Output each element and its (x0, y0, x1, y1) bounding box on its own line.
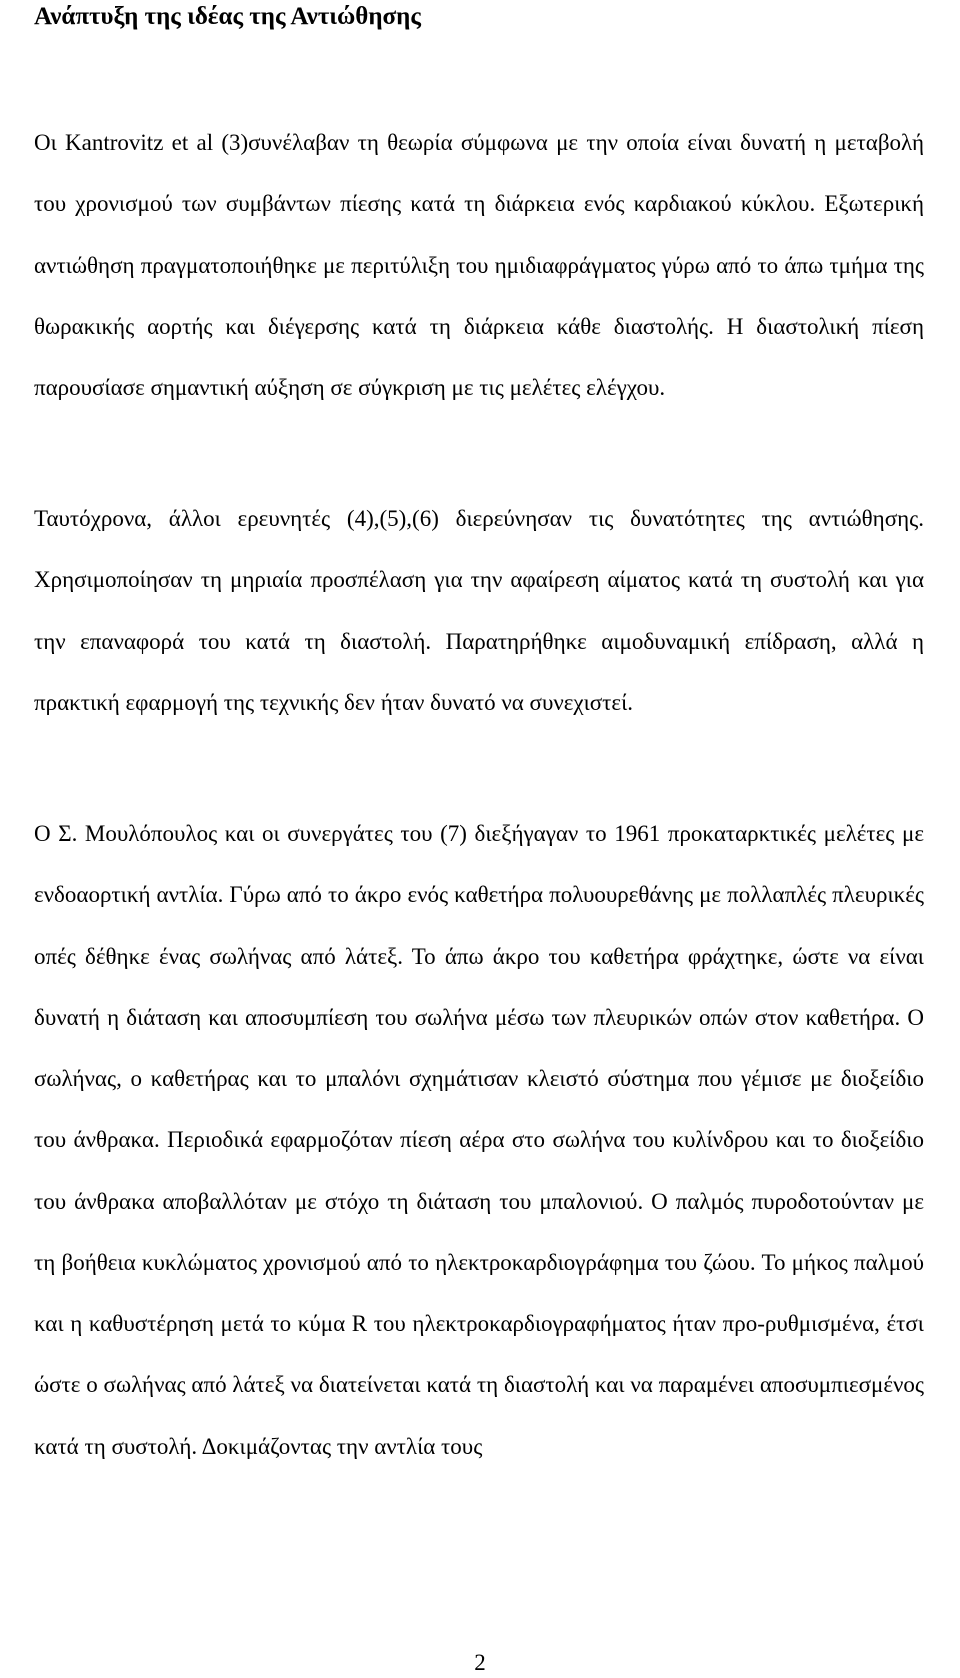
page-number: 2 (474, 1650, 486, 1675)
paragraph-other-researchers: Ταυτόχρονα, άλλοι ερευνητές (4),(5),(6) διερεύνησαν τις δυνατότητες της αντιώθησης. Χρησιμοποίησαν τη μηριαία προσπέλαση για την αφαίρεση αίματος κατά τη συστολή και για την επαναφορά του κατά τη διαστολή. Παρατηρήθηκε αιμοδυναμική επίδραση, αλλά η πρακτική εφαρμογή της τεχνικής δεν ήταν δυνατό να συνεχιστεί. (34, 506, 924, 715)
paragraph-moulopoulos: Ο Σ. Μουλόπουλος και οι συνεργάτες του (7) διεξήγαγαν το 1961 προκαταρκτικές μελέτες με ενδοαορτική αντλία. Γύρω από το άκρο ενός καθετήρα πολυουρεθάνης με πολλαπλές πλευρικές οπές δέθηκε ένας σωλήνας από λάτεξ. Το άπω άκρο του καθετήρα φράχτηκε, ώστε να είναι δυνατή η διάταση και αποσυμπίεση του σωλήνα μέσω των πλευρικών οπών στον καθετήρα. Ο σωλήνας, ο καθετήρας και το μπαλόνι σχημάτισαν κλειστό σύστημα που γέμισε με διοξείδιο του άνθρακα. Περιοδικά εφαρμοζόταν πίεση αέρα στο σωλήνα του κυλίνδρου και το διοξείδιο του άνθρακα αποβαλλόταν με στόχο τη διάταση του μπαλονιού. Ο παλμός πυροδοτούνταν με τη βοήθεια κυκλώματος χρονισμού από το ηλεκτροκαρδιογράφημα του ζώου. Το μήκος παλμού και η καθυστέρηση μετά το κύμα R του ηλεκτροκαρδιογραφήματος ήταν προ-ρυθμισμένα, έτσι ώστε ο σωλήνας από λάτεξ να διατείνεται κατά τη διαστολή και να παραμένει αποσυμπιεσμένος κατά τη συστολή. Δοκιμάζοντας την αντλία τους (34, 821, 924, 1459)
paragraph-kantrovitz: Οι Kantrovitz et al (3)συνέλαβαν τη θεωρία σύμφωνα με την οποία είναι δυνατή η μεταβολή του χρονισμού των συμβάντων πίεσης κατά τη διάρκεια ενός καρδιακού κύκλου. Εξωτερική αντιώθηση πραγματοποιήθηκε με περιτύλιξη του ημιδιαφράγματος γύρω από το άπω τμήμα της θωρακικής αορτής και διέγερσης κατά τη διάρκεια κάθε διαστολής. Η διαστολική πίεση παρουσίασε σημαντική αύξηση σε σύγκριση με τις μελέτες ελέγχου. (34, 130, 924, 400)
document-title: Ανάπτυξη της ιδέας της Αντιώθησης (34, 3, 421, 30)
